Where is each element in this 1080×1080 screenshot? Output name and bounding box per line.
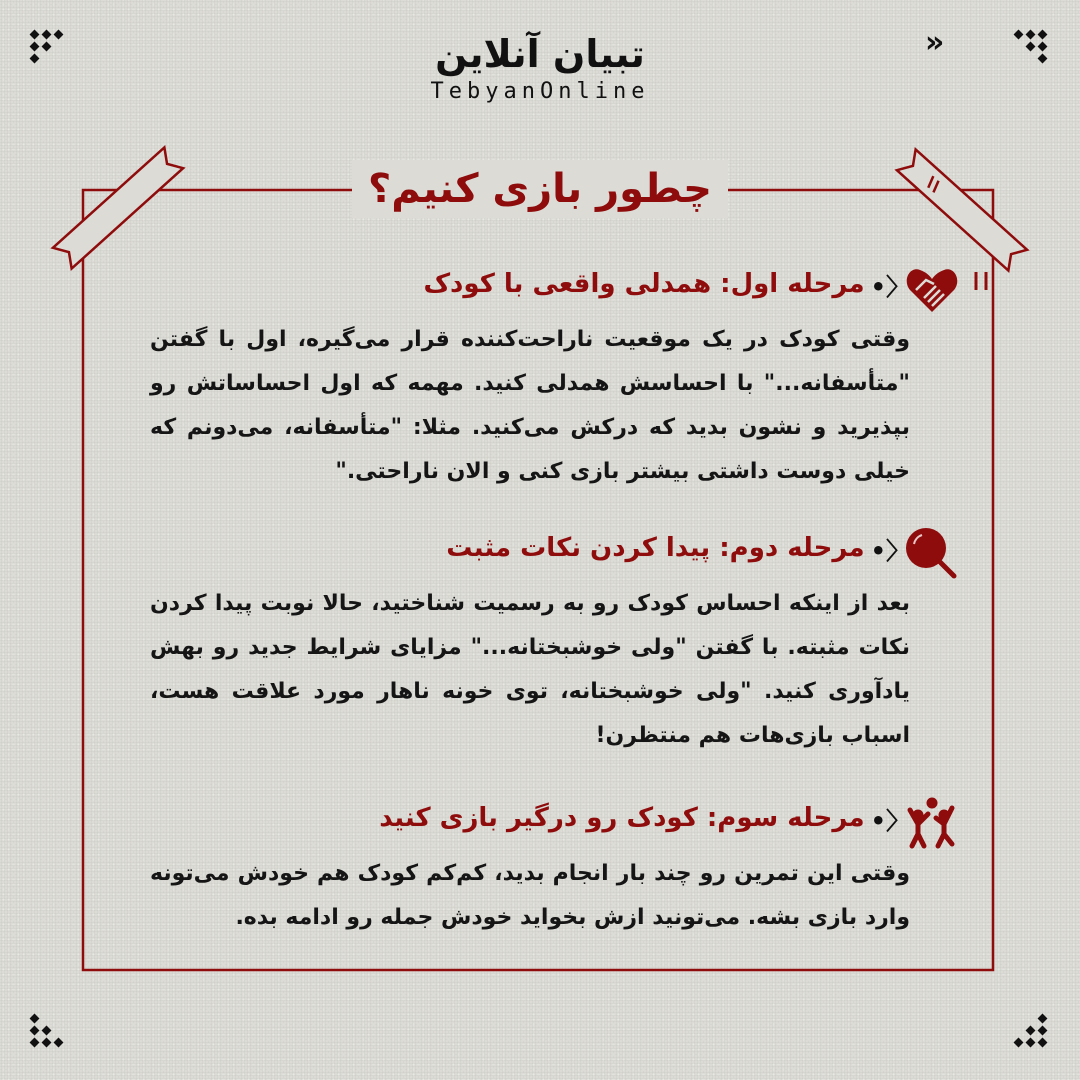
forward-chevrons-icon[interactable]: » bbox=[925, 25, 945, 60]
magnifier-icon bbox=[904, 526, 960, 582]
bullet-chevron-icon: 〈• bbox=[870, 806, 910, 835]
kids-playing-icon bbox=[904, 796, 960, 852]
step-2-title: مرحله دوم: پیدا کردن نکات مثبت bbox=[446, 533, 865, 563]
step-1-title: مرحله اول: همدلی واقعی با کودک bbox=[423, 269, 865, 299]
step-3-title: مرحله سوم: کودک رو درگیر بازی کنید bbox=[379, 803, 865, 833]
step-3-heading bbox=[150, 798, 910, 838]
step-3-body: وقتی این تمرین رو چند بار انجام بدید، کم‌کم کودک هم خودش می‌تونه وارد بازی بشه. می‌تونید ازش بخواید خودش جمله رو ادامه بده. bbox=[150, 861, 910, 930]
step-1-body: وقتی کودک در یک موقعیت ناراحت‌کننده قرار می‌گیره، اول با گفتن "متأسفانه..." با احساسش همدلی کنید. مهمه که اول احساساتش رو بپذیرید و نشون بدید که درکش می‌کنید. مثلا: "متأسفانه، می‌دونم که خیلی دوست داشتی بیشتر بازی کنی و الان ناراحتی." bbox=[150, 327, 910, 484]
step-2-body: بعد از اینکه احساس کودک رو به رسمیت شناختید، حالا نوبت پیدا کردن نکات مثبته. با گفتن "ولی خوشبختانه..." مزایای شرایط جدید رو بهش یادآوری کنید. "ولی خوشبختانه، توی خونه ناهار مورد علاقت هست، اسباب بازی‌هات هم منتظرن! bbox=[150, 591, 910, 748]
bullet-chevron-icon: 〈• bbox=[870, 536, 910, 565]
step-3-section bbox=[150, 798, 910, 940]
logo-persian: تبیان آنلاین bbox=[435, 32, 645, 76]
step-2-section bbox=[150, 528, 910, 758]
step-1-section bbox=[150, 264, 910, 494]
heart-handshake-icon bbox=[904, 262, 960, 318]
step-2-heading bbox=[150, 528, 910, 568]
page-title: چطور بازی کنیم؟ bbox=[0, 160, 1080, 218]
bullet-chevron-icon: 〈• bbox=[870, 272, 910, 301]
logo-latin: TebyanOnline bbox=[430, 79, 650, 104]
step-1-heading bbox=[150, 264, 910, 304]
